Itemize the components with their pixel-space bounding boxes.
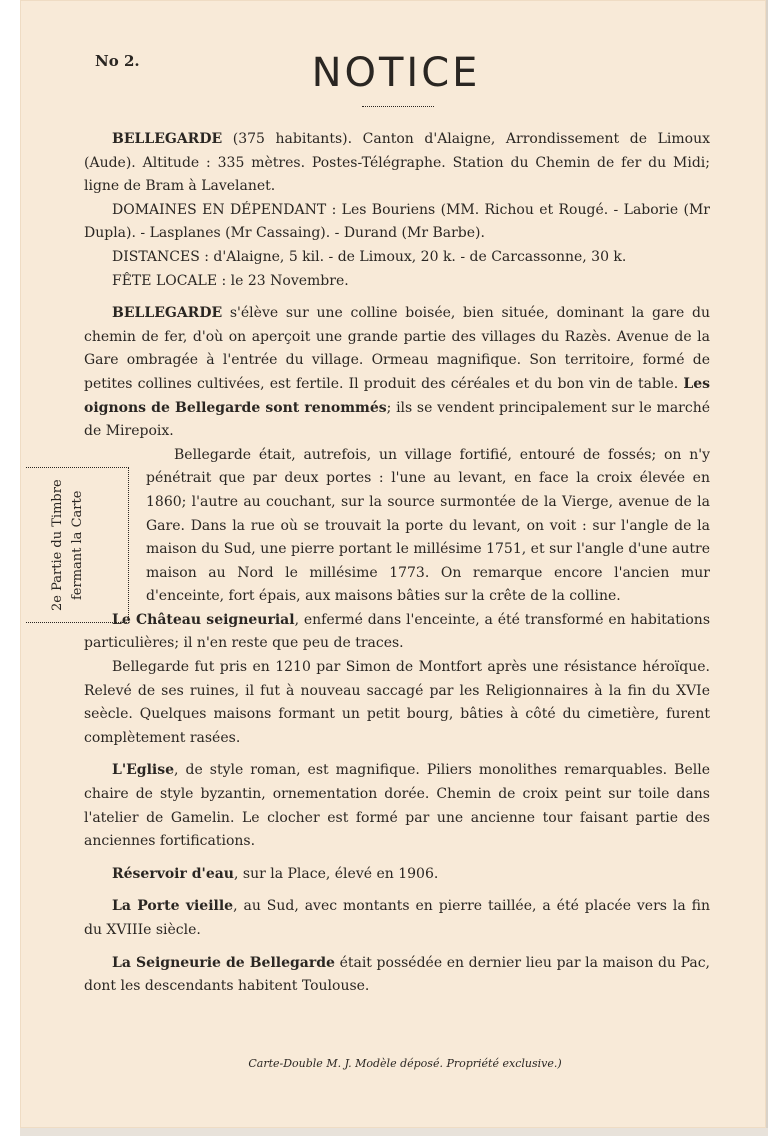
distances-paragraph xyxy=(84,246,710,270)
footer-credit: Carte-Double M. J. Modèle déposé. Propriété exclusive.) xyxy=(248,1057,562,1070)
porte-text: , au Sud, avec montants en pierre taillée, a été placée vers la fin du XVIIIe siècle. xyxy=(84,898,711,938)
description-text: s'élève sur une colline boisée, bien située, dominant la gare du chemin de fer, d'où on aperçoit une grande partie des villages du Razès. Avenue de la Gare ombragée à l'entrée du village. Ormeau magnifique. Son territoire, formé de petites collines cultivées, est fertile. Il produit des céréales et du bon vin de table. xyxy=(84,305,710,392)
eglise-label: L'Eglise xyxy=(112,762,175,779)
chateau-paragraph xyxy=(84,609,710,656)
stamp-label: 2e Partie du Timbre fermant la Carte xyxy=(50,479,85,611)
fete-paragraph xyxy=(84,270,710,294)
eglise-text: , de style roman, est magnifique. Piliers monolithes remarquables. Belle chaire de style byzantin, ornementation dorée. Chemin de croix peint sur toile dans l'atelier de Gamelin. Le clocher est formé par une ancienne tour faisant partie des anciennes fortifications. xyxy=(84,762,710,850)
eglise-paragraph xyxy=(84,759,710,853)
notice-number: No 2. xyxy=(95,52,140,70)
chateau-text: , enfermé dans l'enceinte, a été transformé en habitations particulières; il n'en reste que peu de traces. xyxy=(84,611,711,652)
seigneurie-paragraph xyxy=(84,952,710,999)
title-divider xyxy=(362,106,434,107)
intro-text: (375 habitants). Canton d'Alaigne, Arrondissement de Limoux (Aude). Altitude : 335 mètres. Postes-Télégraphe. Station du Chemin de fer du Midi; ligne de Bram à Lavelanet. xyxy=(84,131,710,195)
distances-text: : d'Alaigne, 5 kil. - de Limoux, 20 k. - de Carcassonne, 30 k. xyxy=(199,248,627,265)
fete-label: FÊTE LOCALE xyxy=(112,272,218,289)
seigneurie-label: La Seigneurie de Bellegarde xyxy=(112,954,335,971)
chateau-label: Le Château seigneurial xyxy=(112,611,295,628)
scan-shadow-bottom xyxy=(20,1128,768,1136)
description-tail: ; ils se vendent principalement sur le marché de Mirepoix. xyxy=(84,399,710,440)
reservoir-paragraph xyxy=(84,863,710,887)
montfort-paragraph: Bellegarde fut pris en 1210 par Simon de Montfort après une résistance héroïque. Relevé de ses ruines, il fut à nouveau saccagé par les Religionnaires à la fin du XVIe seècle. Quelques maisons formant un petit bourg, bâties à côté du cimetière, furent complètement rasées. xyxy=(84,659,710,746)
reservoir-text: , sur la Place, élevé en 1906. xyxy=(233,865,439,882)
porte-paragraph xyxy=(84,895,710,942)
domaines-paragraph xyxy=(84,199,710,246)
reservoir-label: Réservoir d'eau xyxy=(112,865,234,882)
fete-text: : le 23 Novembre. xyxy=(217,272,349,289)
page-title: NOTICE xyxy=(311,50,481,96)
history-paragraph: Bellegarde était, autrefois, un village fortifié, entouré de fossés; on n'y pénétrait que par deux portes : l'une au levant, en face la croix élevée en 1860; l'autre au couchant, sur la source surmontée de la Vierge, avenue de la Gare. Dans la rue où se trouvait la porte du levant, on voit : sur l'angle de la maison du Sud, une pierre portant le millésime 1751, et sur l'angle d'une autre maison au Nord le millésime 1773. On remarque encore l'ancien mur d'enceinte, fort épais, aux maisons bâties sur la crête de la colline. xyxy=(146,446,710,605)
notice-body xyxy=(84,128,710,999)
town-name: BELLEGARDE xyxy=(112,131,223,147)
stamp-float-spacer xyxy=(84,444,146,602)
domaines-label: DOMAINES EN DÉPENDANT xyxy=(112,201,327,218)
intro-paragraph xyxy=(84,128,710,199)
distances-label: DISTANCES xyxy=(112,248,200,265)
seigneurie-text: était possédée en dernier lieu par la maison du Pac, dont les descendants habitent Toulouse. xyxy=(84,954,710,995)
description-paragraph xyxy=(84,302,710,444)
onions-highlight: Les oignons de Bellegarde sont renommés xyxy=(84,375,710,416)
town-name-2: BELLEGARDE xyxy=(112,305,223,322)
porte-label: La Porte vieille xyxy=(112,898,234,915)
domaines-text: : Les Bouriens (MM. Richou et Rougé. - Laborie (Mr Dupla). - Lasplanes (Mr Cassaing). - Durand (Mr Barbe). xyxy=(84,201,710,242)
